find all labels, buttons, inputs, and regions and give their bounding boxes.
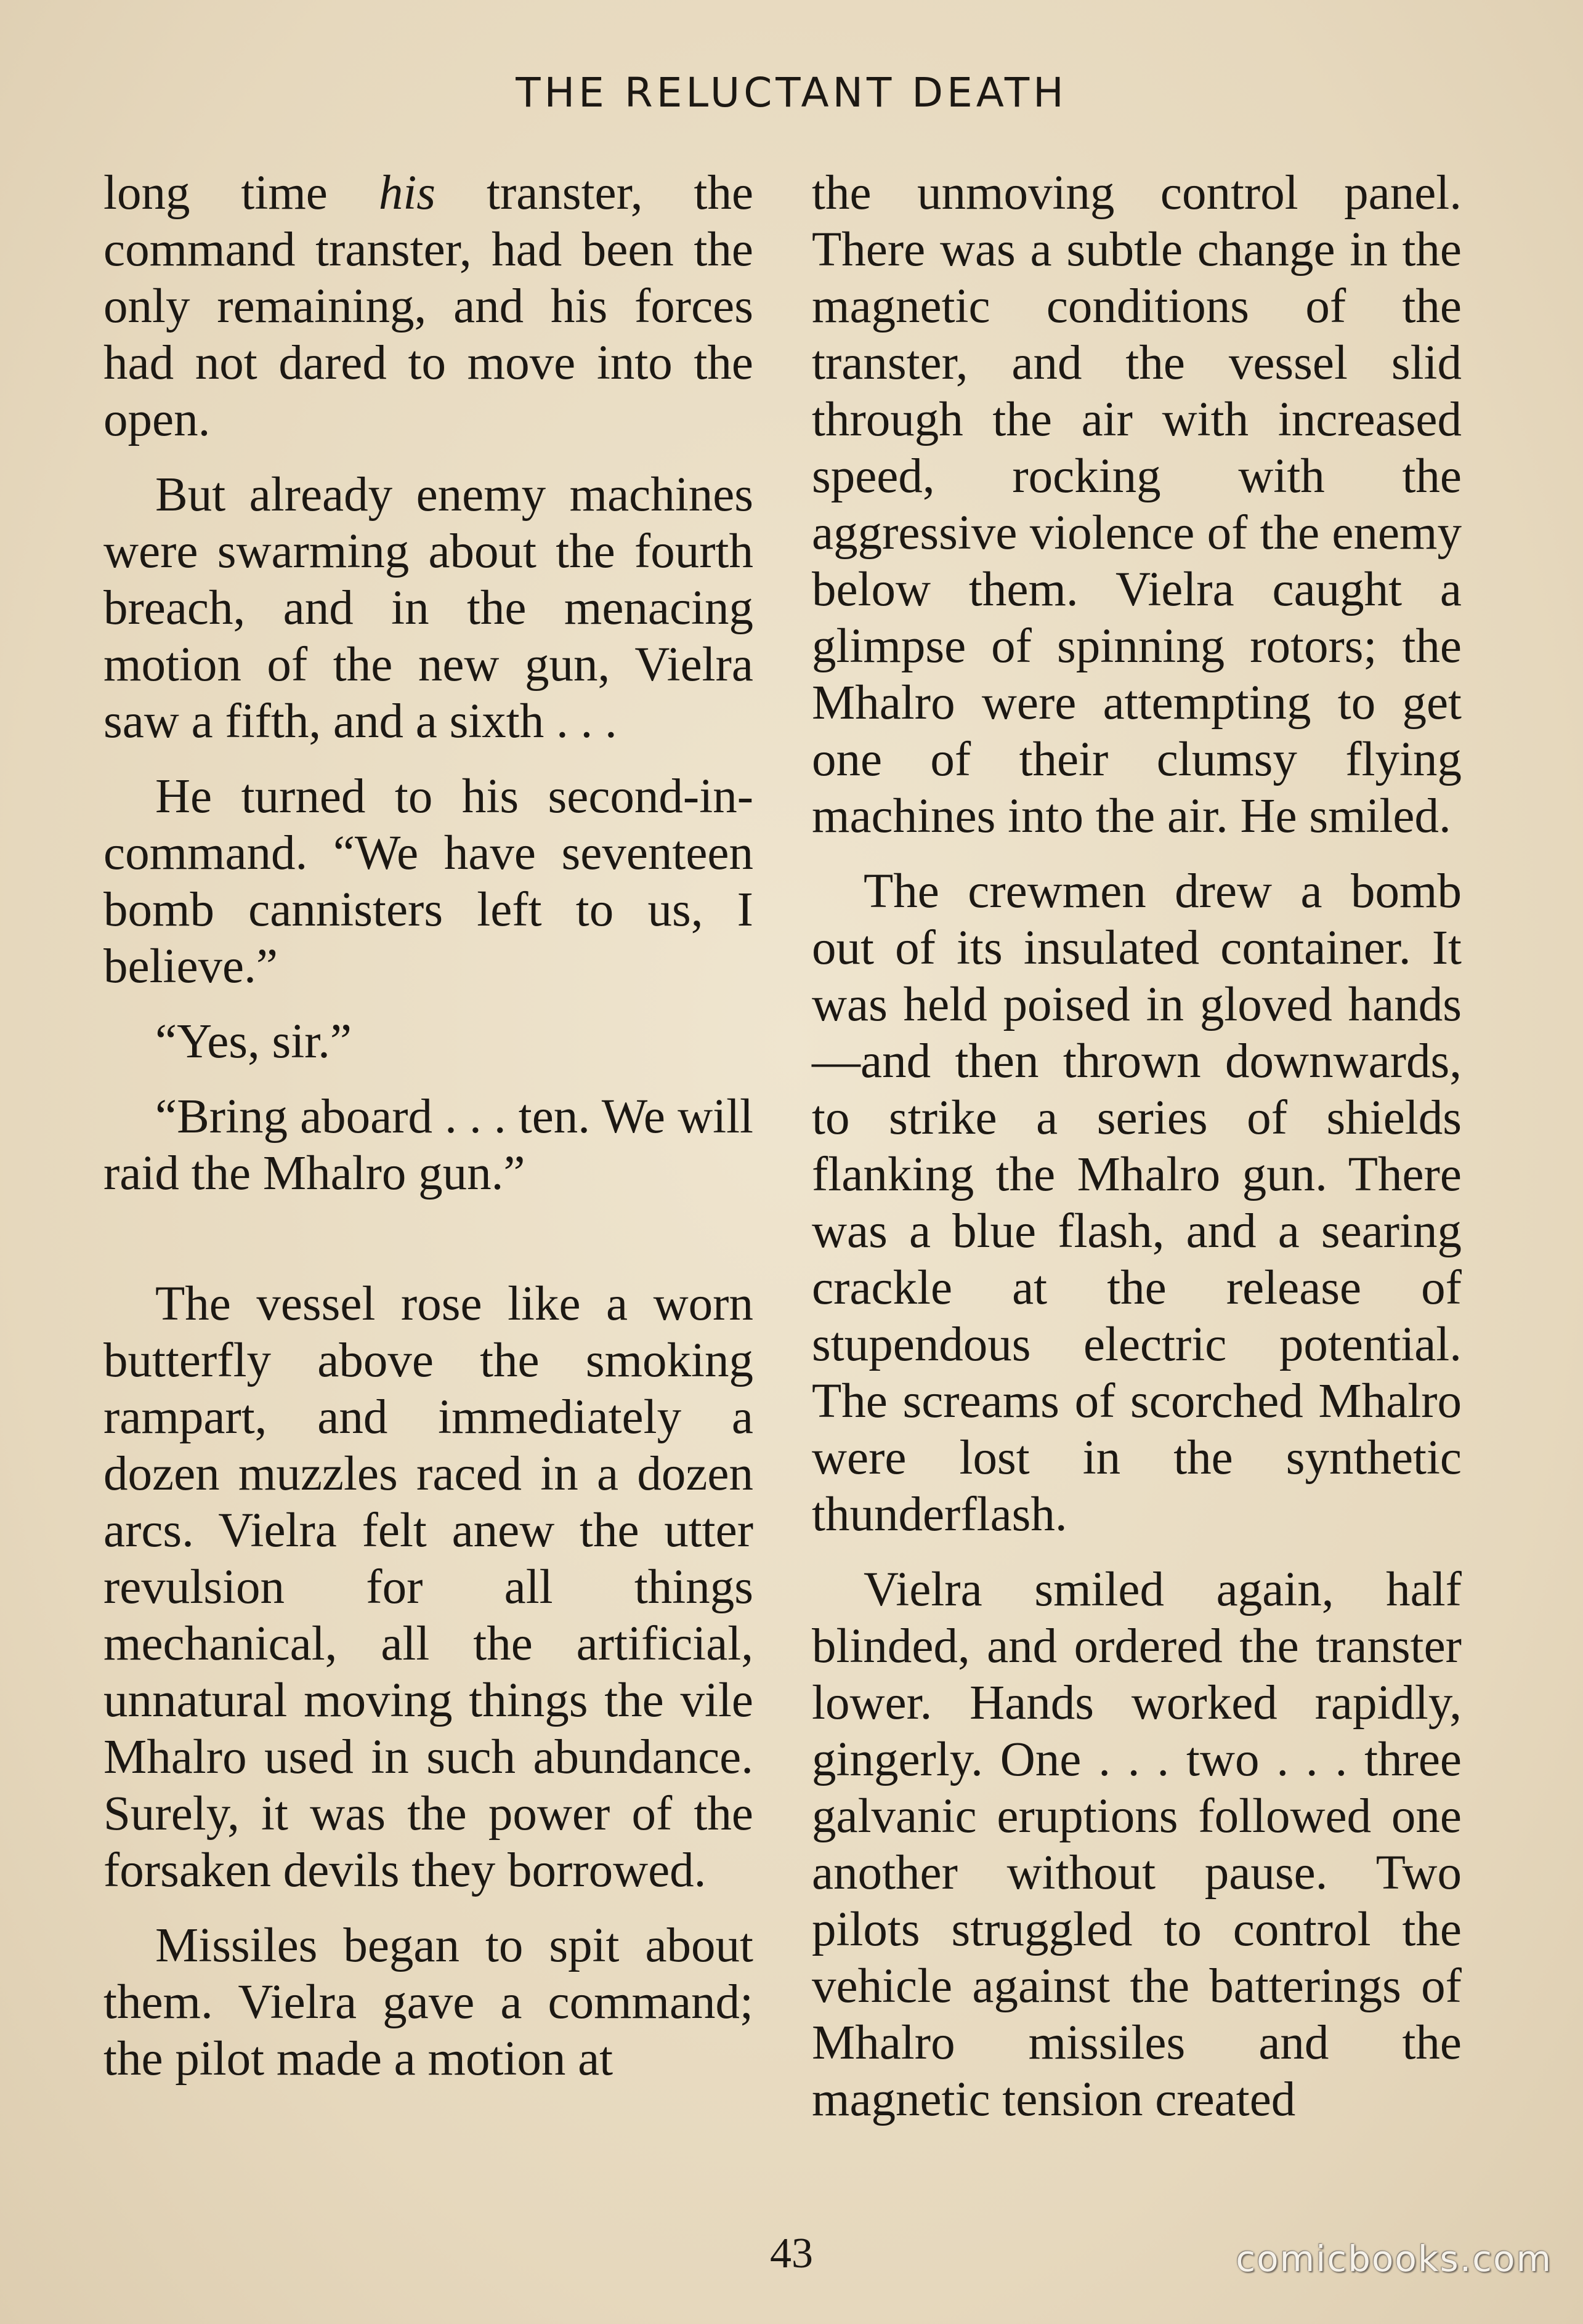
right-column	[812, 165, 1462, 2147]
paragraph	[103, 165, 753, 448]
paragraph: But already enemy machines were swarming about the fourth breach, and in the menacing motion of the new gun, Vielra saw a fifth, and a sixth . . .	[103, 468, 753, 748]
paragraph: The crewmen drew a bomb out of its insulated container. It was held poised in gloved hands—and then thrown downwards, to strike a series of shields flanking the Mhalro gun. There was a blue flash, and a searing crackle at the release of stupendous electric potential. The screams of scorched Mhalro were lost in the synthetic thunderflash.	[812, 865, 1462, 1541]
left-column	[103, 165, 753, 2106]
emphasis-text: his	[378, 166, 436, 220]
watermark: comicbooks.com	[1236, 2238, 1552, 2280]
paragraph: Vielra smiled again, half blinded, and ordered the transter lower. Hands worked rapidly, gingerly. One . . . two . . . three galvanic eruptions followed one another without pause. Two pilots struggled to control the vehicle against the batterings of Mhalro missiles and the magnetic tension created	[812, 1563, 1462, 2126]
running-title: THE RELUCTANT DEATH	[516, 69, 1067, 116]
paragraph: the unmoving control panel. There was a subtle change in the magnetic conditions of the transter, and the vessel slid through the air with increased speed, rocking with the aggressive violence of the enemy below them. Vielra caught a glimpse of spinning rotors; the Mhalro were attempting to get one of their clumsy flying machines into the air. He smiled.	[812, 166, 1462, 843]
paragraph: The vessel rose like a worn butterfly above the smoking rampart, and immediately a dozen muzzles raced in a dozen arcs. Vielra felt anew the utter revulsion for all things mechanical, all the artificial, unnatural moving things the vile Mhalro used in such abundance. Surely, it was the power of the forsaken devils they borrowed.	[103, 1277, 753, 1897]
page-number: 43	[770, 2230, 813, 2277]
paragraph: “Bring aboard . . . ten. We will raid the Mhalro gun.”	[103, 1090, 753, 1200]
paragraph-text: long time	[103, 166, 379, 220]
paragraph: “Yes, sir.”	[155, 1015, 352, 1068]
paragraph: Missiles began to spit about them. Vielra gave a command; the pilot made a motion at	[103, 1919, 753, 2086]
paragraph-text: transter, the command transter, had been the only remaining, and his forces had not dared to move into the open.	[103, 166, 754, 446]
paragraph: He turned to his second-in-command. “We have seventeen bomb cannisters left to us, I believe.”	[103, 770, 753, 993]
